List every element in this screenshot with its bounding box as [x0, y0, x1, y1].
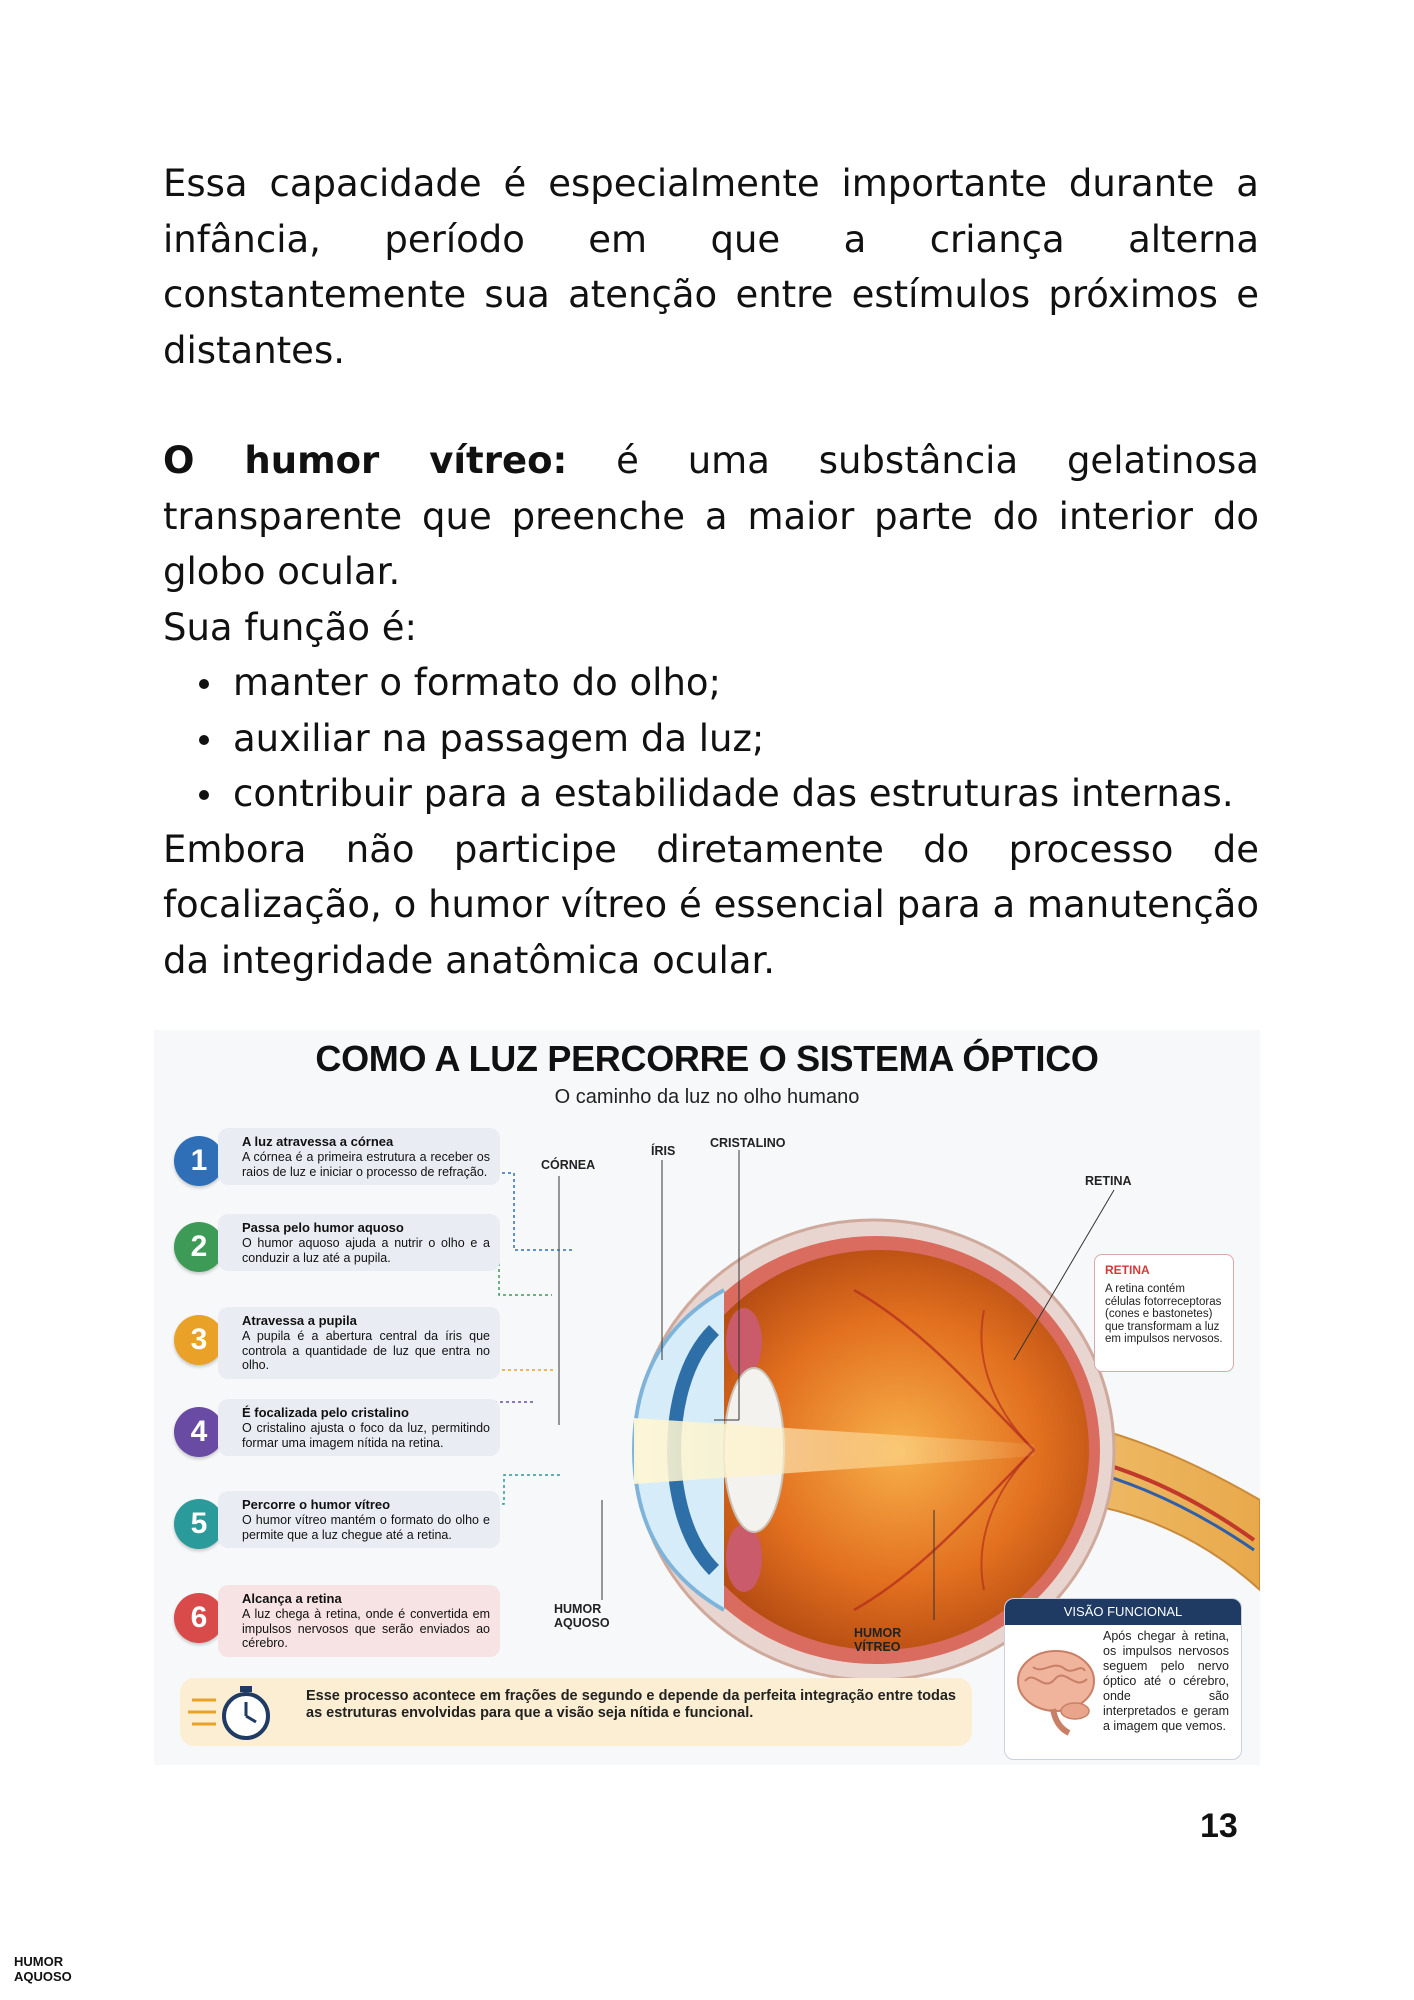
- label-cornea: CÓRNEA: [541, 1158, 596, 1172]
- infographic-title: COMO A LUZ PERCORRE O SISTEMA ÓPTICO: [315, 1038, 1099, 1079]
- visao-funcional-title: VISÃO FUNCIONAL: [1005, 1599, 1241, 1625]
- list-item: manter o formato do olho;: [233, 655, 1259, 711]
- step-title: Alcança a retina: [242, 1591, 342, 1606]
- visao-funcional-text: Após chegar à retina, os impulsos nervosos seguem pelo nervo óptico até o cérebro, onde são interpretados e geram a imagem que vemos.: [1103, 1629, 1229, 1733]
- step-title: É focalizada pelo cristalino: [242, 1405, 409, 1420]
- step-text: O humor vítreo mantém o formato do olho e permite que a luz chegue até a retina.: [242, 1513, 490, 1542]
- retina-box-title: RETINA: [1105, 1263, 1150, 1277]
- step-number: 2: [174, 1222, 224, 1272]
- step-text: A luz chega à retina, onde é convertida em impulsos nervosos que serão enviados ao cérebro.: [242, 1607, 490, 1650]
- step-4: [174, 1399, 494, 1483]
- step-card: [218, 1585, 500, 1657]
- label-retina: RETINA: [1085, 1174, 1132, 1188]
- optical-system-infographic: [154, 1030, 1260, 1765]
- step-6: [174, 1585, 494, 1669]
- infographic-subtitle: O caminho da luz no olho humano: [554, 1086, 860, 1108]
- label-iris: ÍRIS: [651, 1144, 676, 1158]
- retina-info-box: [1094, 1254, 1234, 1372]
- step-text: A pupila é a abertura central da íris que controla a quantidade de luz que entra no olho.: [242, 1329, 490, 1372]
- step-2: [174, 1214, 494, 1298]
- step-card: [218, 1128, 500, 1185]
- step-number: 6: [174, 1593, 224, 1643]
- paragraph-humor-vitreo: [163, 433, 1259, 600]
- funcao-intro: Sua função é:: [163, 605, 417, 649]
- step-number: 4: [174, 1407, 224, 1457]
- visao-funcional-box: [1004, 1598, 1242, 1760]
- step-title: Passa pelo humor aquoso: [242, 1220, 404, 1235]
- paragraph-focalizacao: Embora não participe diretamente do processo de focalização, o humor vítreo é essencial para a manutenção da integridade anatômica ocular.: [163, 827, 1259, 982]
- process-note-text: Esse processo acontece em frações de segundo e depende da perfeita integração entre todas as estruturas envolvidas para que a visão seja nítida e funcional.: [306, 1688, 956, 1721]
- humor-vitreo-definition: é uma substância gelatinosa transparente que preenche a maior parte do interior do globo ocular.: [163, 439, 1259, 593]
- label-humor-aquoso: HUMOR AQUOSO: [554, 1602, 610, 1630]
- step-number: 3: [174, 1315, 224, 1365]
- retina-box-text: A retina contém células fotorreceptoras (cones e bastonetes) que transformam a luz em impulsos nervosos.: [1105, 1283, 1223, 1345]
- step-card: [218, 1491, 500, 1548]
- list-item: contribuir para a estabilidade das estruturas internas.: [233, 766, 1259, 822]
- label-cristalino: CRISTALINO: [710, 1136, 786, 1150]
- step-1: [174, 1128, 494, 1212]
- step-title: Atravessa a pupila: [242, 1313, 357, 1328]
- step-title: A luz atravessa a córnea: [242, 1134, 394, 1149]
- step-5: [174, 1491, 494, 1575]
- list-item: auxiliar na passagem da luz;: [233, 711, 1259, 767]
- step-card: [218, 1214, 500, 1271]
- body-text: [163, 156, 1259, 988]
- step-text: A córnea é a primeira estrutura a receber os raios de luz e iniciar o processo de refração.: [242, 1150, 490, 1179]
- step-text: O cristalino ajusta o foco da luz, permitindo formar uma imagem nítida na retina.: [242, 1421, 490, 1450]
- step-card: [218, 1399, 500, 1456]
- step-text: O humor aquoso ajuda a nutrir o olho e a conduzir a luz até a pupila.: [242, 1236, 490, 1265]
- step-number: 1: [174, 1136, 224, 1186]
- process-note: [180, 1678, 972, 1746]
- stopwatch-icon: [186, 1678, 296, 1746]
- brain-icon: [1013, 1641, 1099, 1741]
- corner-label: HUMOR AQUOSO: [14, 1954, 72, 1984]
- step-card: [218, 1307, 500, 1379]
- humor-vitreo-term: O humor vítreo:: [163, 439, 568, 482]
- step-number: 5: [174, 1499, 224, 1549]
- step-3: [174, 1307, 494, 1391]
- label-humor-vitreo: HUMOR VÍTREO: [854, 1626, 902, 1654]
- step-title: Percorre o humor vítreo: [242, 1497, 391, 1512]
- paragraph-infancia: Essa capacidade é especialmente importante durante a infância, período em que a criança alterna constantemente sua atenção entre estímulos próximos e distantes.: [163, 162, 1259, 372]
- page-number: 13: [1200, 1807, 1238, 1845]
- funcao-list: [163, 655, 1259, 822]
